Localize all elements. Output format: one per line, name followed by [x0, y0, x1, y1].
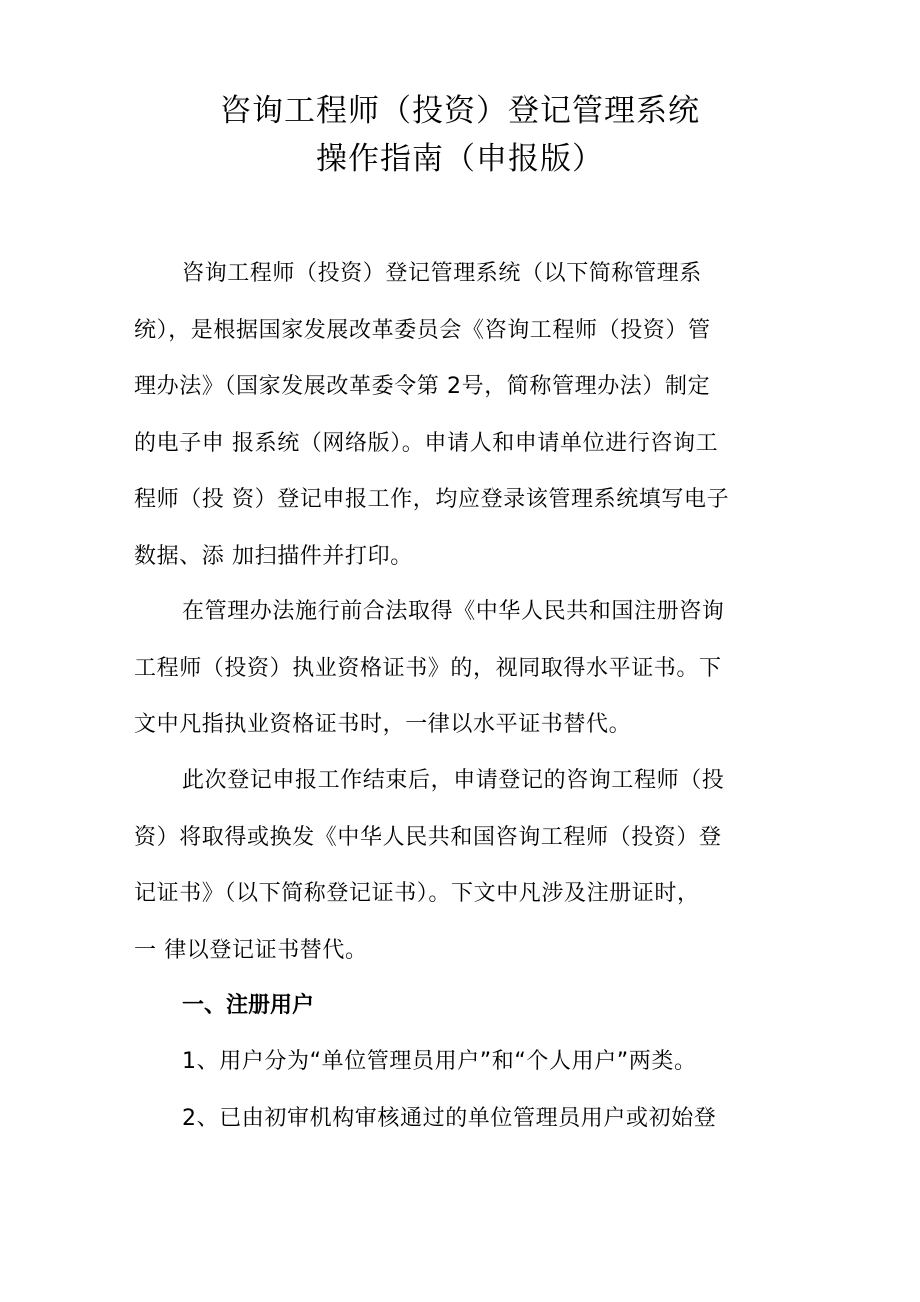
paragraph-line: 记证书》（以下简称登记证书）。下文中凡涉及注册证时， — [134, 881, 700, 906]
paragraph-line: 数据、添 加扫描件并打印。 — [134, 543, 413, 569]
list-item: 1、用户分为“单位管理员用户”和“个人用户”两类。 — [182, 1049, 697, 1074]
paragraph-line: 统），是根据国家发展改革委员会《咨询工程师（投资）管 — [134, 317, 711, 343]
paragraph-line: 咨询工程师（投资）登记管理系统（以下简称管理系 — [182, 261, 702, 286]
paragraph-line: 程师（投 资）登记申报工作，均应登录该管理系统填写电子 — [134, 487, 730, 512]
document-subtitle: 操作指南（申报版） — [316, 141, 604, 177]
paragraph-line: 工程师（投资）执业资格证书》的，视同取得水平证书。下 — [134, 655, 722, 681]
paragraph-line: 的电子申 报系统（网络版）。申请人和申请单位进行咨询工 — [134, 430, 719, 456]
paragraph-line: 理办法》（国家发展改革委令第 2号，简称管理办法）制定 — [134, 374, 711, 399]
section-heading: 一、注册用户 — [182, 993, 315, 1018]
paragraph-registration — [134, 753, 784, 979]
paragraph-intro — [134, 246, 784, 585]
paragraph-line: 在管理办法施行前合法取得《中华人民共和国注册咨询 — [182, 599, 725, 624]
paragraph-line: 一 律以登记证书替代。 — [134, 937, 368, 963]
paragraph-certificate — [134, 584, 784, 754]
list-item: 2、已由初审机构审核通过的单位管理员用户或初始登 — [182, 1106, 717, 1131]
paragraph-line: 文中凡指执业资格证书时，一律以水平证书替代。 — [134, 712, 632, 737]
paragraph-line: 此次登记申报工作结束后，申请登记的咨询工程师（投 — [182, 768, 725, 793]
document-title: 咨询工程师（投资）登记管理系统 — [220, 93, 700, 129]
paragraph-line: 资）将取得或换发《中华人民共和国咨询工程师（投资）登 — [134, 824, 722, 850]
